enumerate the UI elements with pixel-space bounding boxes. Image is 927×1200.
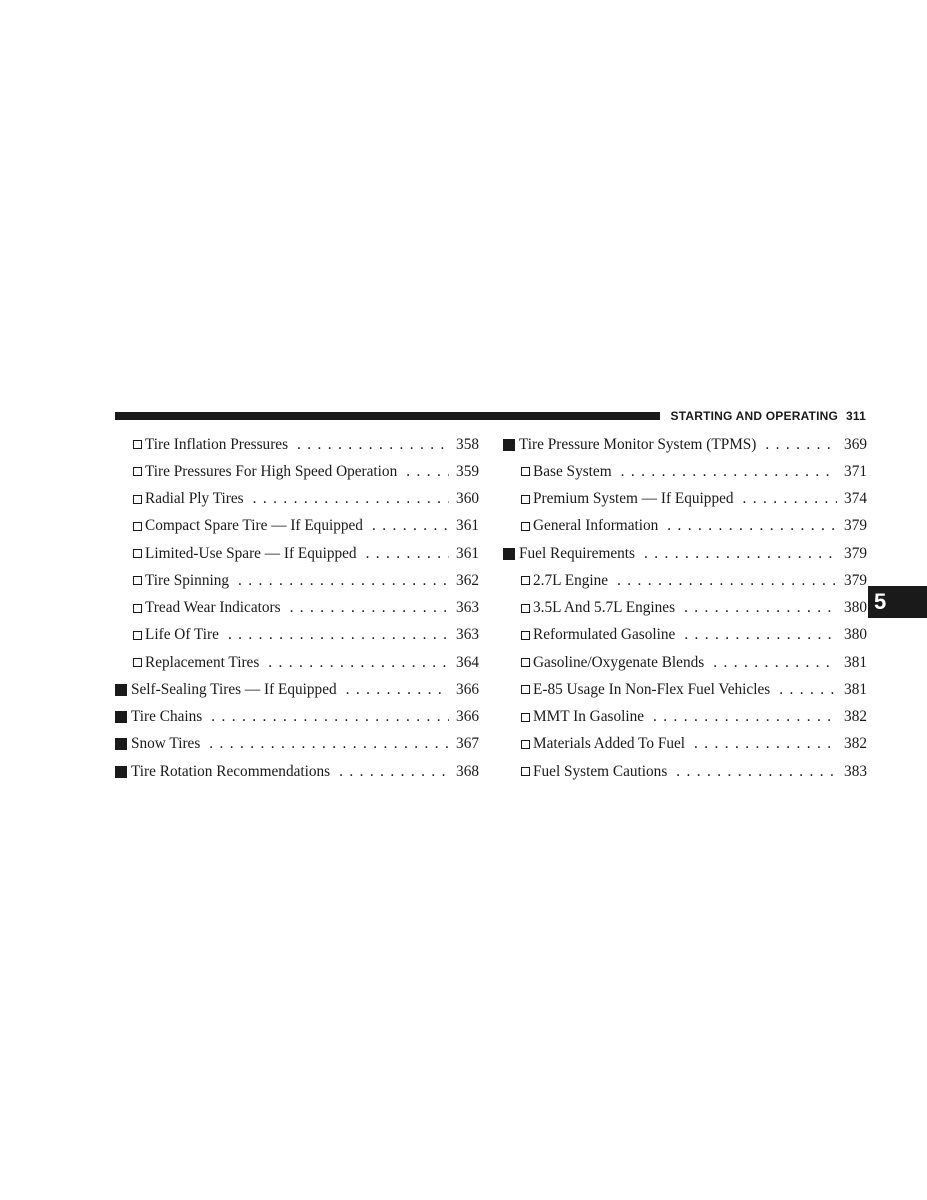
toc-entry-title: Tire Pressures For High Speed Operation bbox=[145, 462, 398, 480]
toc-entry-page: 366 bbox=[456, 680, 479, 698]
toc-entry-page: 359 bbox=[456, 462, 479, 480]
toc-entry-page: 380 bbox=[844, 599, 867, 617]
toc-entry-title: 2.7L Engine bbox=[533, 571, 609, 589]
dot-leader bbox=[704, 654, 837, 672]
toc-entry-title: 3.5L And 5.7L Engines bbox=[533, 599, 676, 617]
toc-entry-page: 363 bbox=[456, 599, 479, 617]
toc-entry-title: Tire Inflation Pressures bbox=[145, 435, 289, 453]
dot-leader bbox=[667, 763, 837, 781]
toc-entry[interactable] bbox=[503, 731, 867, 758]
dot-leader bbox=[756, 436, 837, 454]
dot-leader bbox=[357, 545, 449, 563]
hollow-square-bullet-icon bbox=[521, 713, 530, 722]
toc-entry-page: 381 bbox=[844, 653, 867, 671]
toc-entry-page: 368 bbox=[456, 762, 479, 780]
toc-entry[interactable] bbox=[115, 458, 479, 485]
dot-leader bbox=[608, 572, 837, 590]
dot-leader bbox=[244, 490, 449, 508]
dot-leader bbox=[229, 572, 449, 590]
filled-square-bullet-icon bbox=[115, 684, 127, 696]
toc-entry-title: Snow Tires bbox=[131, 735, 201, 753]
hollow-square-bullet-icon bbox=[521, 576, 530, 585]
toc-entry-page: 379 bbox=[844, 571, 867, 589]
hollow-square-bullet-icon bbox=[133, 440, 142, 449]
toc-entry[interactable] bbox=[503, 567, 867, 594]
toc-entry-title: MMT In Gasoline bbox=[533, 708, 645, 726]
dot-leader bbox=[734, 490, 837, 508]
dot-leader bbox=[675, 626, 837, 644]
hollow-square-bullet-icon bbox=[521, 467, 530, 476]
toc-entry-page: 374 bbox=[844, 490, 867, 508]
header-rule bbox=[115, 412, 660, 420]
toc-entry[interactable] bbox=[115, 567, 479, 594]
toc-entry-title: Tire Spinning bbox=[145, 571, 230, 589]
dot-leader bbox=[259, 654, 449, 672]
filled-square-bullet-icon bbox=[503, 439, 515, 451]
toc-entry[interactable] bbox=[503, 676, 867, 703]
filled-square-bullet-icon bbox=[115, 711, 127, 723]
hollow-square-bullet-icon bbox=[133, 658, 142, 667]
hollow-square-bullet-icon bbox=[521, 685, 530, 694]
toc-entry-page: 361 bbox=[456, 517, 479, 535]
toc-entry-page: 364 bbox=[456, 653, 479, 671]
toc-entry[interactable] bbox=[115, 513, 479, 540]
filled-square-bullet-icon bbox=[115, 766, 127, 778]
hollow-square-bullet-icon bbox=[133, 576, 142, 585]
hollow-square-bullet-icon bbox=[521, 740, 530, 749]
dot-leader bbox=[288, 436, 449, 454]
toc-entry[interactable] bbox=[503, 704, 867, 731]
toc-entry-page: 362 bbox=[456, 571, 479, 589]
hollow-square-bullet-icon bbox=[133, 467, 142, 476]
toc-column-left bbox=[115, 431, 479, 785]
hollow-square-bullet-icon bbox=[521, 604, 530, 613]
toc-entry-page: 367 bbox=[456, 735, 479, 753]
hollow-square-bullet-icon bbox=[521, 631, 530, 640]
toc-entry-title: Life Of Tire bbox=[145, 626, 219, 644]
toc-entry[interactable] bbox=[115, 758, 479, 785]
toc-entry-title: Reformulated Gasoline bbox=[533, 626, 676, 644]
toc-entry[interactable] bbox=[503, 649, 867, 676]
toc-entry-page: 366 bbox=[456, 708, 479, 726]
toc-entry-title: Replacement Tires bbox=[145, 653, 260, 671]
chapter-tab[interactable]: 5 bbox=[868, 586, 927, 618]
dot-leader bbox=[658, 517, 837, 535]
toc-entry-title: Limited-Use Spare — If Equipped bbox=[145, 544, 357, 562]
dot-leader bbox=[281, 599, 449, 617]
toc-entry[interactable] bbox=[115, 540, 479, 567]
dot-leader bbox=[200, 735, 449, 753]
hollow-square-bullet-icon bbox=[133, 631, 142, 640]
toc-entry-page: 382 bbox=[844, 735, 867, 753]
toc-entry-title: Tread Wear Indicators bbox=[145, 599, 281, 617]
toc-entry-page: 383 bbox=[844, 762, 867, 780]
running-header bbox=[671, 409, 866, 423]
hollow-square-bullet-icon bbox=[133, 604, 142, 613]
toc-entry-page: 363 bbox=[456, 626, 479, 644]
toc-entry[interactable] bbox=[503, 486, 867, 513]
dot-leader bbox=[363, 517, 449, 535]
dot-leader bbox=[685, 735, 837, 753]
toc-entry[interactable] bbox=[503, 595, 867, 622]
dot-leader bbox=[202, 708, 449, 726]
toc-entry-title: Fuel Requirements bbox=[519, 544, 635, 562]
toc-entry[interactable] bbox=[115, 704, 479, 731]
toc-entry[interactable] bbox=[115, 622, 479, 649]
toc-entry[interactable] bbox=[115, 486, 479, 513]
toc-entry-title: Gasoline/Oxygenate Blends bbox=[533, 653, 705, 671]
toc-entry-title: Base System bbox=[533, 462, 612, 480]
dot-leader bbox=[612, 463, 837, 481]
dot-leader bbox=[219, 626, 449, 644]
dot-leader bbox=[644, 708, 837, 726]
toc-entry-title: Self-Sealing Tires — If Equipped bbox=[131, 680, 337, 698]
toc-entry[interactable] bbox=[115, 431, 479, 458]
toc-entry-title: E-85 Usage In Non-Flex Fuel Vehicles bbox=[533, 680, 771, 698]
toc-entry-page: 361 bbox=[456, 544, 479, 562]
hollow-square-bullet-icon bbox=[521, 767, 530, 776]
toc-entry-page: 360 bbox=[456, 490, 479, 508]
toc-entry[interactable] bbox=[503, 431, 867, 458]
toc-entry-page: 381 bbox=[844, 680, 867, 698]
dot-leader bbox=[675, 599, 837, 617]
toc-entry[interactable] bbox=[115, 649, 479, 676]
toc-entry-page: 371 bbox=[844, 462, 867, 480]
dot-leader bbox=[330, 763, 449, 781]
hollow-square-bullet-icon bbox=[521, 495, 530, 504]
dot-leader bbox=[635, 545, 837, 563]
hollow-square-bullet-icon bbox=[133, 522, 142, 531]
dot-leader bbox=[770, 681, 837, 699]
toc-entry-page: 379 bbox=[844, 517, 867, 535]
toc-entry-title: Tire Pressure Monitor System (TPMS) bbox=[519, 435, 757, 453]
hollow-square-bullet-icon bbox=[133, 495, 142, 504]
toc-entry[interactable] bbox=[115, 676, 479, 703]
toc-entry-page: 358 bbox=[456, 435, 479, 453]
filled-square-bullet-icon bbox=[115, 738, 127, 750]
toc-entry-title: Materials Added To Fuel bbox=[533, 735, 686, 753]
toc-entry-title: Compact Spare Tire — If Equipped bbox=[145, 517, 363, 535]
toc-entry[interactable] bbox=[503, 458, 867, 485]
hollow-square-bullet-icon bbox=[521, 522, 530, 531]
dot-leader bbox=[337, 681, 449, 699]
hollow-square-bullet-icon bbox=[521, 658, 530, 667]
toc-entry[interactable] bbox=[503, 622, 867, 649]
hollow-square-bullet-icon bbox=[133, 549, 142, 558]
toc-entry-title: Tire Chains bbox=[131, 708, 203, 726]
toc-entry[interactable] bbox=[115, 731, 479, 758]
toc-entry-title: General Information bbox=[533, 517, 659, 535]
toc-entry-title: Premium System — If Equipped bbox=[533, 490, 734, 508]
toc-entry-page: 369 bbox=[844, 435, 867, 453]
toc-entry[interactable] bbox=[503, 540, 867, 567]
toc-entry-page: 380 bbox=[844, 626, 867, 644]
toc-column-right bbox=[503, 431, 867, 785]
toc-entry-page: 379 bbox=[844, 544, 867, 562]
toc-entry[interactable] bbox=[503, 513, 867, 540]
page-number: 311 bbox=[846, 409, 866, 423]
section-title: STARTING AND OPERATING bbox=[670, 409, 839, 423]
toc-entry-title: Fuel System Cautions bbox=[533, 762, 668, 780]
toc-entry[interactable] bbox=[115, 595, 479, 622]
toc-entry-title: Tire Rotation Recommendations bbox=[131, 762, 331, 780]
toc-entry-page: 382 bbox=[844, 708, 867, 726]
toc-entry[interactable] bbox=[503, 758, 867, 785]
filled-square-bullet-icon bbox=[503, 548, 515, 560]
dot-leader bbox=[397, 463, 449, 481]
toc-entry-title: Radial Ply Tires bbox=[145, 490, 244, 508]
